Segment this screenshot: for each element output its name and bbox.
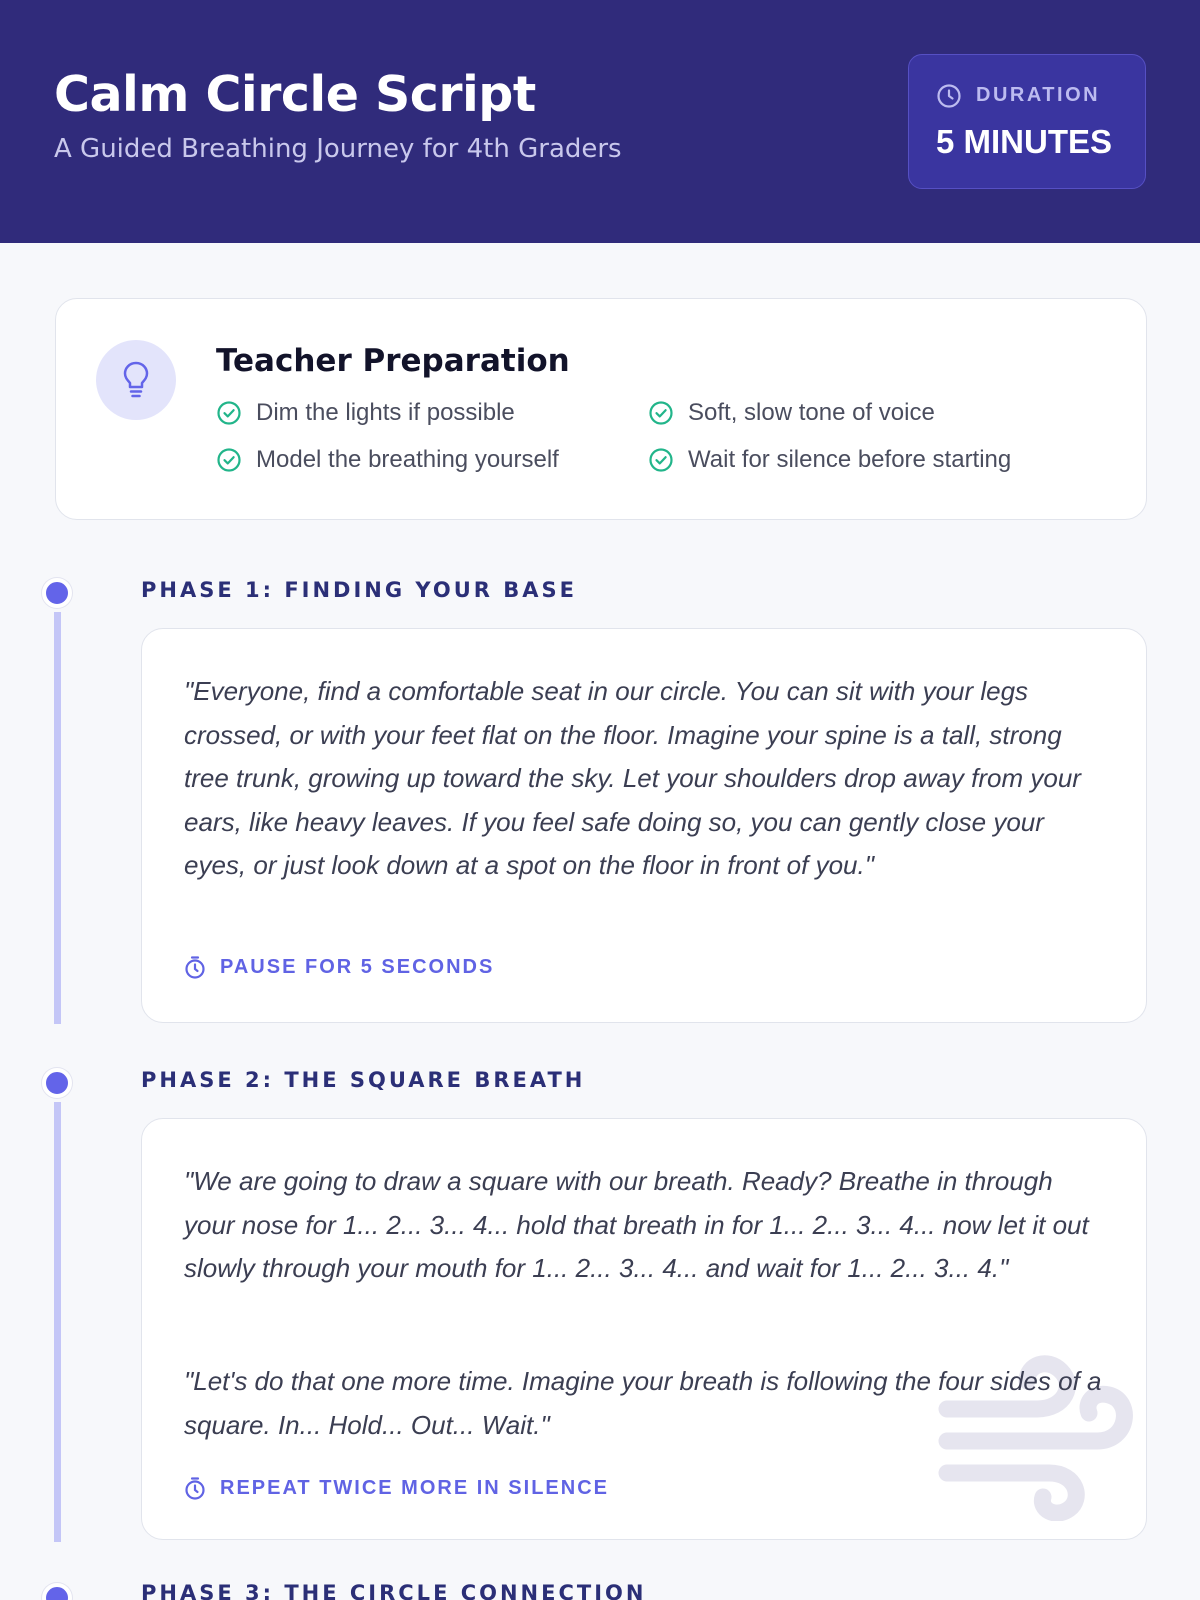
page-subtitle: A Guided Breathing Journey for 4th Graders <box>54 134 622 164</box>
duration-label: DURATION <box>976 84 1101 106</box>
page-header <box>0 0 1200 243</box>
duration-badge <box>908 54 1146 189</box>
check-circle-icon <box>648 447 674 473</box>
pause-cue-label: PAUSE FOR 5 SECONDS <box>220 955 495 978</box>
prep-title: Teacher Preparation <box>216 343 570 379</box>
pause-cue-label: REPEAT TWICE MORE IN SILENCE <box>220 1476 609 1499</box>
timeline-line <box>54 1102 61 1542</box>
prep-item-label: Wait for silence before starting <box>688 446 1012 473</box>
page-title: Calm Circle Script <box>54 66 536 123</box>
phase-card <box>141 1118 1147 1540</box>
prep-item <box>648 446 1011 474</box>
prep-item <box>216 446 559 474</box>
clock-icon <box>936 83 962 109</box>
prep-item-label: Dim the lights if possible <box>256 399 515 426</box>
pause-cue <box>184 955 494 979</box>
stopwatch-icon <box>184 1476 206 1500</box>
phase-title: PHASE 1: FINDING YOUR BASE <box>141 578 577 602</box>
script-text: "Everyone, find a comfortable seat in our circle. You can sit with your legs crossed, or with your feet flat on the floor. Imagine your spine is a tall, strong tree trunk, growing up toward the sky. Let your shoulders drop away from your ears, like heavy leaves. If you feel safe doing so, you can gently close your eyes, or just look down at a spot on the floor in front of you." <box>184 676 1081 880</box>
lightbulb-icon <box>96 340 176 420</box>
check-circle-icon <box>216 447 242 473</box>
duration-value: 5 MINUTES <box>936 123 1113 160</box>
prep-item-label: Soft, slow tone of voice <box>688 399 935 426</box>
phase-card <box>141 628 1147 1023</box>
timeline-dot <box>42 1068 72 1098</box>
stopwatch-icon <box>184 955 206 979</box>
prep-item <box>648 399 935 427</box>
timeline-dot <box>42 1583 72 1600</box>
timeline-line <box>54 612 61 1024</box>
prep-item <box>216 399 515 427</box>
prep-item-label: Model the breathing yourself <box>256 446 559 473</box>
pause-cue <box>184 1476 609 1500</box>
check-circle-icon <box>648 400 674 426</box>
script-text: "Let's do that one more time. Imagine your breath is following the four sides of a square. In... Hold... Out... Wait." <box>184 1366 1102 1440</box>
script-text: "We are going to draw a square with our breath. Ready? Breathe in through your nose for 1... 2... 3... 4... hold that breath in for 1... 2... 3... 4... now let it out slowly through your mouth for 1... 2... 3... 4... and wait for 1... 2... 3... 4." <box>184 1166 1089 1283</box>
check-circle-icon <box>216 400 242 426</box>
phase-title: PHASE 2: THE SQUARE BREATH <box>141 1068 586 1092</box>
teacher-preparation-card <box>55 298 1147 520</box>
phase-title: PHASE 3: THE CIRCLE CONNECTION <box>141 1581 647 1600</box>
timeline-dot <box>42 578 72 608</box>
